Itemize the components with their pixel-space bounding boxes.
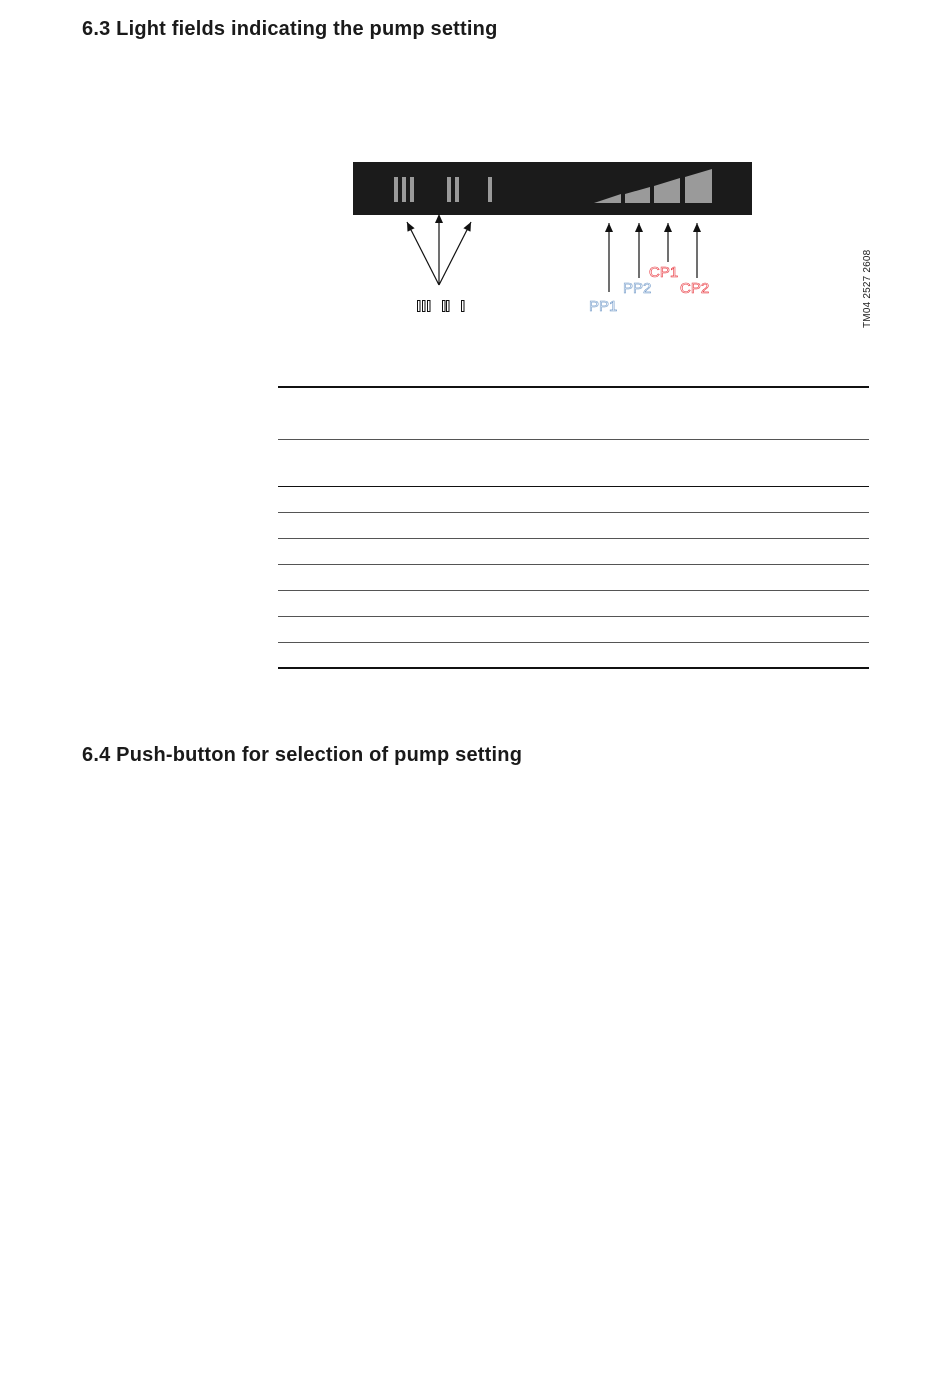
table-row xyxy=(278,591,869,617)
table-header-row xyxy=(278,440,869,487)
settings-table xyxy=(278,386,869,669)
speed-iii-symbol xyxy=(428,301,431,312)
speed-iii-symbol xyxy=(423,301,426,312)
speed-iii-symbol xyxy=(418,301,421,312)
speed-i-symbol xyxy=(462,301,465,312)
speed-arrows xyxy=(407,214,471,285)
table-row xyxy=(278,513,869,539)
light-fields-figure xyxy=(340,150,900,350)
figure-reference: TM04 2527 2608 xyxy=(862,249,873,328)
speed-iii-light xyxy=(410,177,414,202)
speed-iii-light xyxy=(394,177,398,202)
speed-ii-symbol xyxy=(447,301,450,312)
speed-symbols xyxy=(418,301,465,312)
table-row xyxy=(278,539,869,565)
table-row xyxy=(278,565,869,591)
table-row xyxy=(278,487,869,513)
cp1-label: CP1 xyxy=(649,264,679,281)
section-6-4-title: 6.4 Push-button for selection of pump setting xyxy=(82,744,523,766)
table-row xyxy=(278,617,869,643)
speed-ii-light xyxy=(447,177,451,202)
section-6-3-title: 6.3 Light fields indicating the pump setting xyxy=(82,18,498,40)
speed-i-light xyxy=(488,177,492,202)
table-header-row xyxy=(278,386,869,440)
speed-iii-light xyxy=(402,177,406,202)
pp2-label: PP2 xyxy=(623,280,652,297)
cp2-label: CP2 xyxy=(680,280,710,297)
speed-ii-symbol xyxy=(443,301,446,312)
pp1-label: PP1 xyxy=(589,298,618,315)
table-row xyxy=(278,643,869,669)
speed-ii-light xyxy=(455,177,459,202)
